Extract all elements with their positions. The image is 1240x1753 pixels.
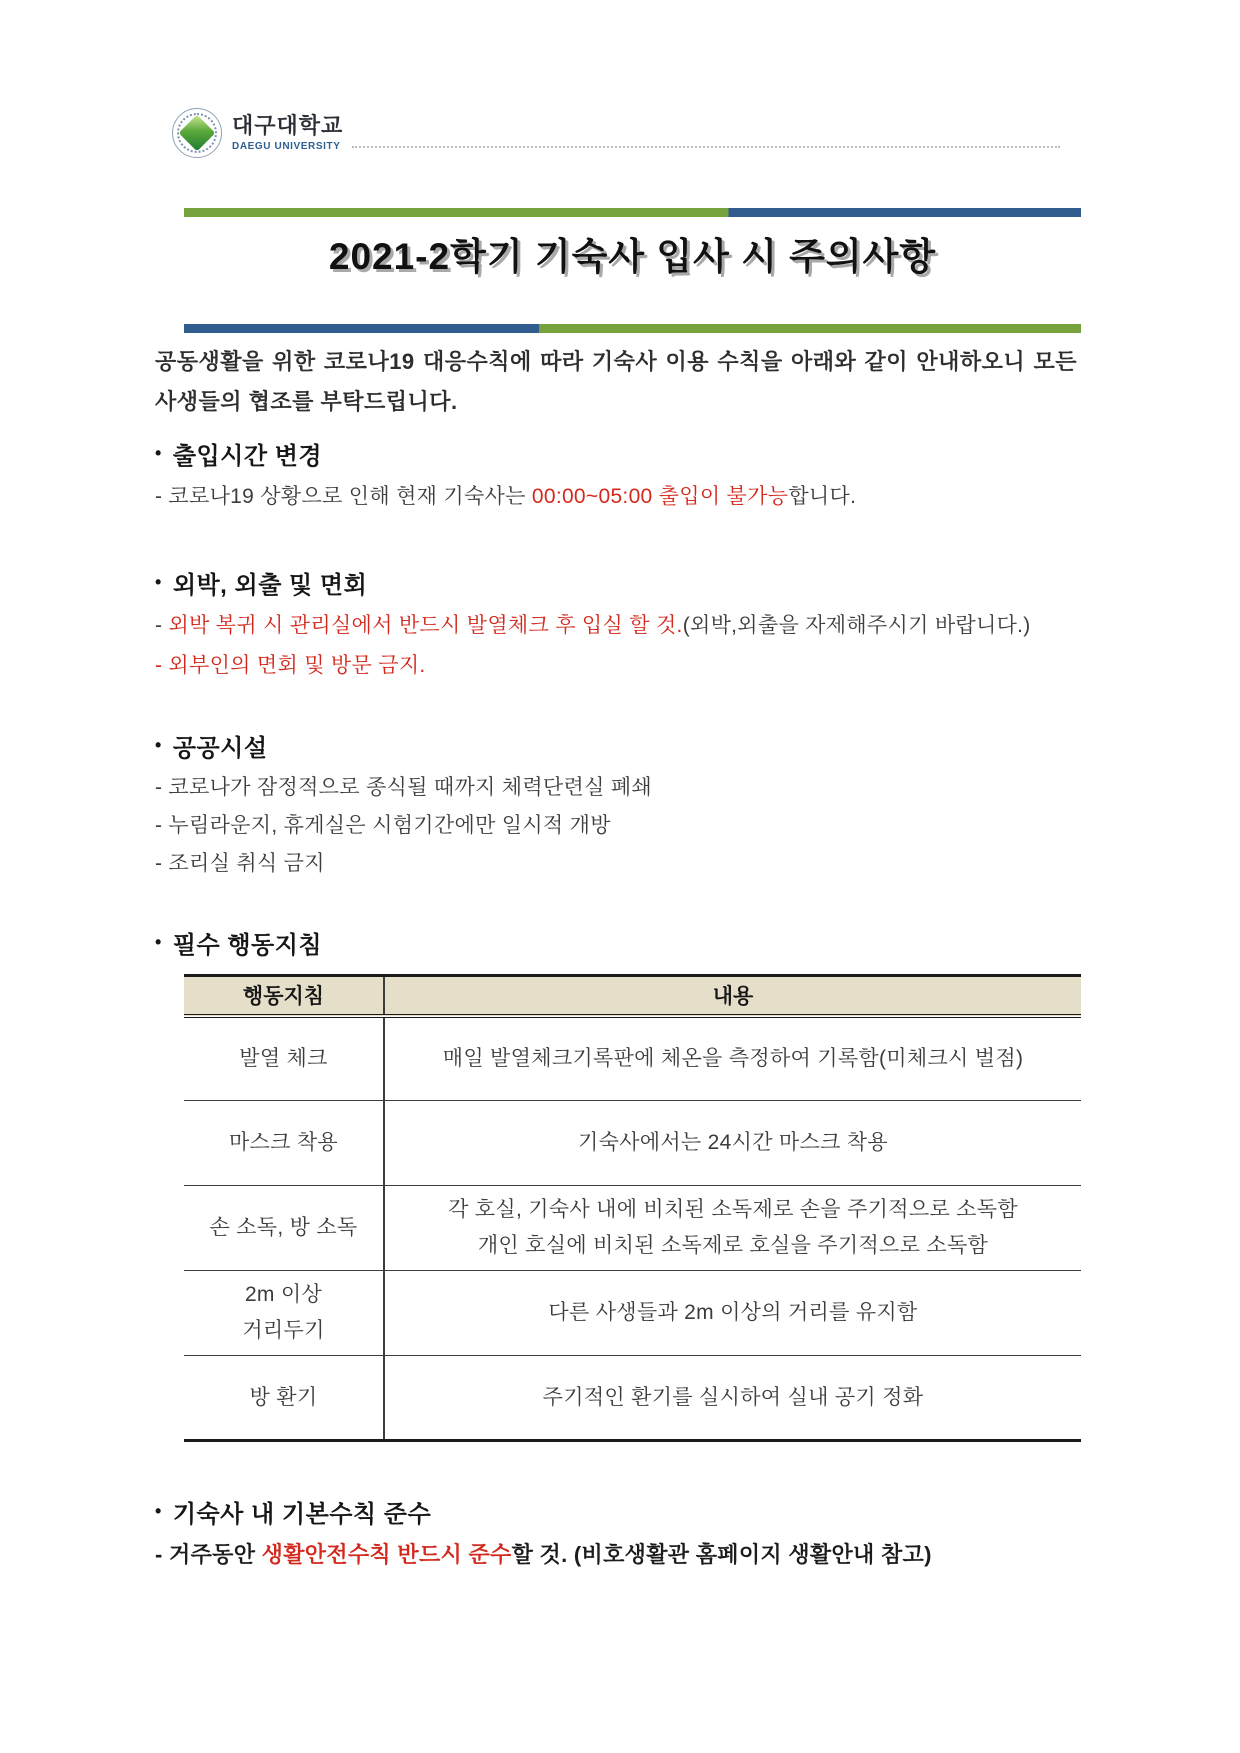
table-cell-content bbox=[384, 1356, 1081, 1441]
action-name: 마스크 착용 bbox=[228, 1131, 339, 1154]
university-name bbox=[232, 114, 343, 151]
basic-rule-suffix: 할 것. (비호생활관 홈페이지 생활안내 참고) bbox=[511, 1542, 932, 1567]
table-cell-action bbox=[184, 1101, 384, 1186]
guidelines-table bbox=[184, 974, 1081, 1442]
section-heading-public-facilities bbox=[155, 728, 1077, 763]
table-cell-content bbox=[384, 1271, 1081, 1356]
outing-rule-note: (외박,외출을 자제해주시기 바랍니다.) bbox=[682, 614, 1031, 637]
bullet-icon: • bbox=[155, 932, 162, 952]
table-cell-action bbox=[184, 1186, 384, 1271]
entry-rule-suffix: 합니다. bbox=[788, 485, 857, 508]
table-row bbox=[184, 1271, 1081, 1356]
entry-rule-prefix: - 코로나19 상황으로 인해 현재 기숙사는 bbox=[155, 485, 532, 508]
entry-rule-highlight: 00:00~05:00 출입이 불가능 bbox=[531, 485, 789, 508]
public-facility-rule: - 코로나가 잠정적으로 종식될 때까지 체력단련실 폐쇄 bbox=[155, 776, 652, 799]
table-header-row bbox=[184, 976, 1081, 1016]
document-body bbox=[155, 342, 1077, 1575]
section-heading-label: 기숙사 내 기본수칙 준수 bbox=[172, 1501, 432, 1528]
outing-rule-highlight: 외박 복귀 시 관리실에서 반드시 발열체크 후 입실 할 것. bbox=[168, 614, 683, 637]
section-heading-guidelines bbox=[155, 925, 1077, 960]
university-logo bbox=[172, 108, 343, 158]
intro-paragraph: 공동생활을 위한 코로나19 대응수칙에 따라 기숙사 이용 수칙을 아래와 같이 안내하오니 모든 사생들의 협조를 부탁드립니다. bbox=[155, 349, 1077, 414]
bullet-icon: • bbox=[155, 572, 162, 592]
table-row bbox=[184, 1016, 1081, 1101]
table-row bbox=[184, 1186, 1081, 1271]
table-header-content: 내용 bbox=[712, 985, 754, 1009]
action-name: 손 소독, 방 소독 bbox=[209, 1216, 358, 1239]
university-name-en: DAEGU UNIVERSITY bbox=[232, 140, 341, 152]
action-desc: 각 호실, 기숙사 내에 비치된 소독제로 손을 주기적으로 소독함 bbox=[448, 1198, 1018, 1221]
action-desc: 주기적인 환기를 실시하여 실내 공기 정화 bbox=[542, 1385, 924, 1409]
emblem-diamond-icon bbox=[179, 115, 216, 152]
outing-rule-dash: - bbox=[155, 614, 169, 637]
action-desc: 개인 호실에 비치된 소독제로 호실을 주기적으로 소독함 bbox=[477, 1234, 989, 1257]
table-cell-action bbox=[184, 1271, 384, 1356]
table-cell-action bbox=[184, 1016, 384, 1101]
section-heading-label: 필수 행동지침 bbox=[172, 932, 323, 959]
section-heading-label: 외박, 외출 및 면회 bbox=[172, 572, 368, 599]
basic-rule-prefix: - 거주동안 bbox=[155, 1542, 262, 1567]
bullet-icon: • bbox=[155, 1501, 162, 1521]
outing-rule-1 bbox=[155, 606, 1077, 646]
section-heading-outing bbox=[155, 565, 1077, 600]
action-name: 발열 체크 bbox=[239, 1046, 328, 1070]
public-facility-rule: - 누림라운지, 휴게실은 시험기간에만 일시적 개방 bbox=[155, 814, 611, 837]
bullet-icon: • bbox=[155, 443, 162, 463]
action-name: 거리두기 bbox=[242, 1319, 325, 1342]
outing-rule-2: - 외부인의 면회 및 방문 금지. bbox=[155, 654, 426, 677]
action-desc: 기숙사에서는 24시간 마스크 착용 bbox=[578, 1131, 888, 1154]
table-cell-action bbox=[184, 1356, 384, 1441]
basic-rule bbox=[155, 1535, 1077, 1575]
table-cell-content bbox=[384, 1186, 1081, 1271]
page-title: 2021-2학기 기숙사 입사 시 주의사항 bbox=[328, 236, 937, 277]
section-heading-entry-time bbox=[155, 436, 1077, 471]
action-desc: 다른 사생들과 2m 이상의 거리를 유지함 bbox=[548, 1301, 918, 1324]
entry-time-rule bbox=[155, 477, 1077, 517]
table-cell-content bbox=[384, 1101, 1081, 1186]
header-dotted-divider bbox=[352, 146, 1060, 148]
action-name: 2m 이상 bbox=[244, 1283, 323, 1306]
section-heading-label: 출입시간 변경 bbox=[172, 443, 323, 470]
accent-bar-top bbox=[184, 208, 1081, 217]
university-emblem-icon bbox=[172, 108, 222, 158]
public-facility-rule: - 조리실 취식 금지 bbox=[155, 852, 325, 875]
table-header-action: 행동지침 bbox=[184, 976, 384, 1016]
university-name-kr: 대구대학교 bbox=[232, 113, 344, 139]
accent-bar-bottom bbox=[184, 324, 1081, 333]
table-cell-content bbox=[384, 1016, 1081, 1101]
basic-rule-highlight: 생활안전수칙 반드시 준수 bbox=[261, 1542, 512, 1567]
table-row bbox=[184, 1101, 1081, 1186]
public-facilities-list bbox=[155, 769, 1077, 883]
action-name: 방 환기 bbox=[249, 1385, 318, 1409]
section-heading-basic-rules bbox=[155, 1494, 1077, 1529]
action-desc: 매일 발열체크기록판에 체온을 측정하여 기록함(미체크시 벌점) bbox=[442, 1046, 1024, 1070]
table-row bbox=[184, 1356, 1081, 1441]
bullet-icon: • bbox=[155, 735, 162, 755]
section-heading-label: 공공시설 bbox=[172, 735, 268, 762]
